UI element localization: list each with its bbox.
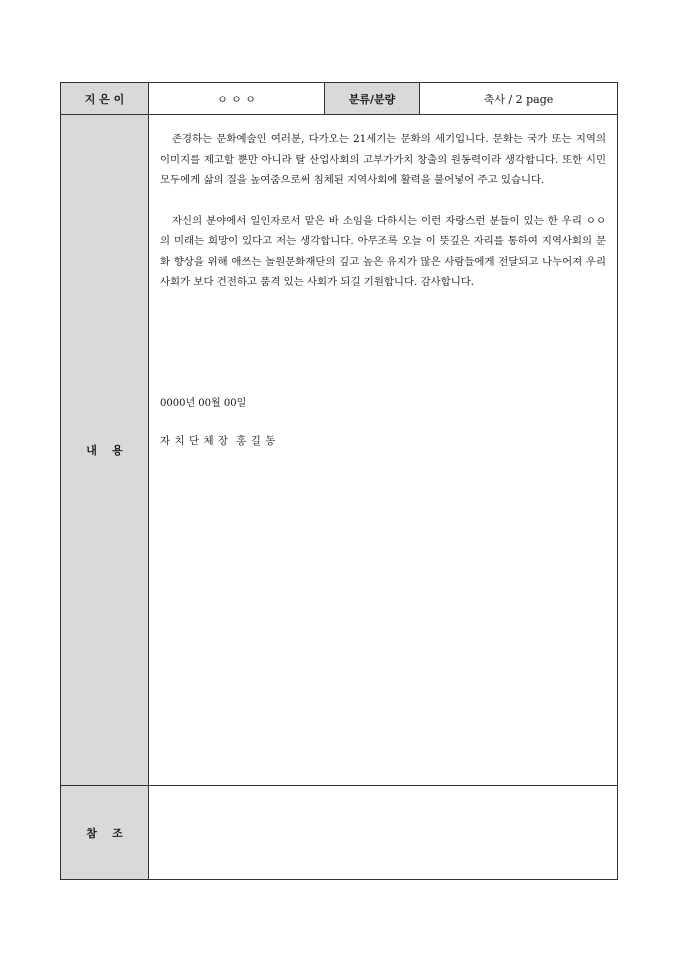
reference-label-text: 참 조 <box>86 826 123 840</box>
content-label <box>61 115 149 786</box>
reference-row <box>61 786 618 880</box>
reference-label <box>61 786 149 880</box>
reference-cell <box>149 786 618 880</box>
author-label: 지 은 이 <box>61 83 149 115</box>
author-value: ㅇ ㅇ ㅇ <box>149 83 325 115</box>
content-row <box>61 115 618 786</box>
document-sheet <box>60 82 617 880</box>
paragraph-2: 자신의 분야에서 일인자로서 맡은 바 소임을 다하시는 이런 자랑스런 분들이 있는 한 우리 ㅇㅇ의 미래는 희망이 있다고 저는 생각합니다. 아무조록 오늘 이 뜻깊은 자리를 통하여 지역사회의 문화 향상을 위해 애쓰는 놀원문화재단의 깊고 높은 유지가 많은 사람들에게 전달되고 나누어져 우리 사회가 보다 건전하고 품격 있는 사회가 되길 기원합니다. 감사합니다. <box>160 214 606 288</box>
date-line: 0000년 00월 00일 <box>160 398 247 409</box>
content-label-text: 내 용 <box>86 444 123 457</box>
signer-text: 자 치 단 체 장 홍 길 동 <box>160 435 276 447</box>
header-row <box>61 83 618 115</box>
paragraph-1: 존경하는 문화예술인 여러분, 다가오는 21세기는 문화의 세기입니다. 문화는 국가 또는 지역의 이미지를 제고할 뿐만 아니라 탈 산업사회의 고부가가치 창출의 원동력이라 생각합니다. 또한 시민 모두에게 삶의 질을 높여줌으로써 침체된 지역사회에 활력을 불어넣어 주고 있습니다. <box>160 133 606 186</box>
form-table <box>60 82 618 880</box>
category-label: 분류/분량 <box>325 83 420 115</box>
category-value: 축사 / 2 page <box>420 83 618 115</box>
content-text <box>149 115 617 293</box>
signer-line <box>160 433 276 448</box>
content-cell <box>149 115 618 786</box>
